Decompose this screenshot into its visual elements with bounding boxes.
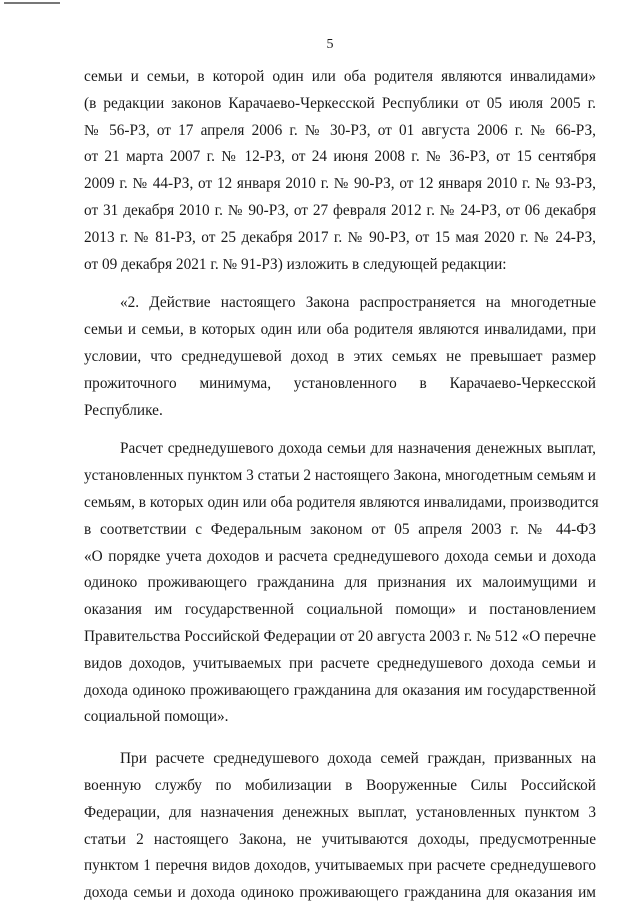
paragraph-scope	[84, 290, 596, 424]
text-line: семьи и семьи, в которых один или оба родителя являются инвалидами, при	[84, 321, 596, 339]
text-line: № 56-РЗ, от 17 апреля 2006 г. № 30-РЗ, от 01 августа 2006 г. № 66-РЗ,	[84, 121, 596, 139]
paragraph-amendment-intro	[84, 64, 596, 278]
paragraph-mobilization	[84, 746, 596, 907]
text-line: военную службу по мобилизации в Вооруженные Силы Российской	[84, 776, 596, 794]
text-line: Федерации, для назначения денежных выплат, установленных пунктом 3	[84, 803, 596, 821]
text-line: семьи и семьи, в которой один или оба родителя являются инвалидами»	[84, 68, 596, 85]
text-line: Правительства Российской Федерации от 20 августа 2003 г. № 512 «О перечне	[84, 627, 596, 645]
text-line: одиноко проживающего гражданина для признания их малоимущими и	[84, 574, 596, 592]
text-line: (в редакции законов Карачаево-Черкесской Республики от 05 июля 2005 г.	[84, 94, 596, 112]
text-line: Республике.	[84, 401, 163, 419]
text-line: социальной помощи».	[84, 708, 229, 726]
text-line: оказания им государственной социальной помощи» и постановлением	[84, 601, 596, 619]
text-line: Расчет среднедушевого дохода семьи для назначения денежных выплат,	[120, 440, 596, 458]
text-line: дохода семьи и дохода одиноко проживающего гражданина для оказания им	[84, 884, 596, 902]
text-line: При расчете среднедушевого дохода семей граждан, призванных на	[120, 750, 596, 768]
text-line: в соответствии с Федеральным законом от 05 апреля 2003 г. № 44-ФЗ	[84, 520, 596, 538]
text-line: 2009 г. № 44-РЗ, от 12 января 2010 г. № 90-РЗ, от 12 января 2010 г. № 93-РЗ,	[84, 175, 596, 193]
text-line: условии, что среднедушевой доход в этих семьях не превышает размер	[84, 347, 596, 365]
text-line: семьям, в которых один или оба родителя являются инвалидами, производится	[84, 493, 599, 511]
text-line: дохода одиноко проживающего гражданина для оказания им государственной	[84, 681, 596, 699]
text-line: прожиточного минимума, установленного в Карачаево-Черкесской	[84, 374, 596, 392]
text-line: «О порядке учета доходов и расчета среднедушевого дохода семьи и дохода	[84, 547, 596, 565]
text-line: от 31 декабря 2010 г. № 90-РЗ, от 27 февраля 2012 г. № 24-РЗ, от 06 декабря	[84, 201, 596, 219]
scan-edge-mark	[4, 2, 60, 4]
text-line: 2013 г. № 81-РЗ, от 25 декабря 2017 г. № 90-РЗ, от 15 мая 2020 г. № 24-РЗ,	[84, 228, 596, 246]
paragraph-income-calculation	[84, 436, 599, 731]
text-line: от 21 марта 2007 г. № 12-РЗ, от 24 июня 2008 г. № 36-РЗ, от 15 сентября	[84, 148, 596, 166]
text-line: статьи 2 настоящего Закона, не учитываются доходы, предусмотренные	[84, 830, 596, 848]
page-number: 5	[326, 37, 334, 52]
text-line: установленных пунктом 3 статьи 2 настоящего Закона, многодетным семьям и	[84, 467, 596, 485]
text-line: «2. Действие настоящего Закона распространяется на многодетные	[120, 294, 596, 312]
text-line: видов доходов, учитываемых при расчете среднедушевого дохода семьи и	[84, 654, 596, 672]
document-body	[84, 64, 599, 907]
text-line: от 09 декабря 2021 г. № 91-РЗ) изложить в следующей редакции:	[84, 255, 507, 273]
text-line: пунктом 1 перечня видов доходов, учитываемых при расчете среднедушевого	[84, 857, 596, 875]
